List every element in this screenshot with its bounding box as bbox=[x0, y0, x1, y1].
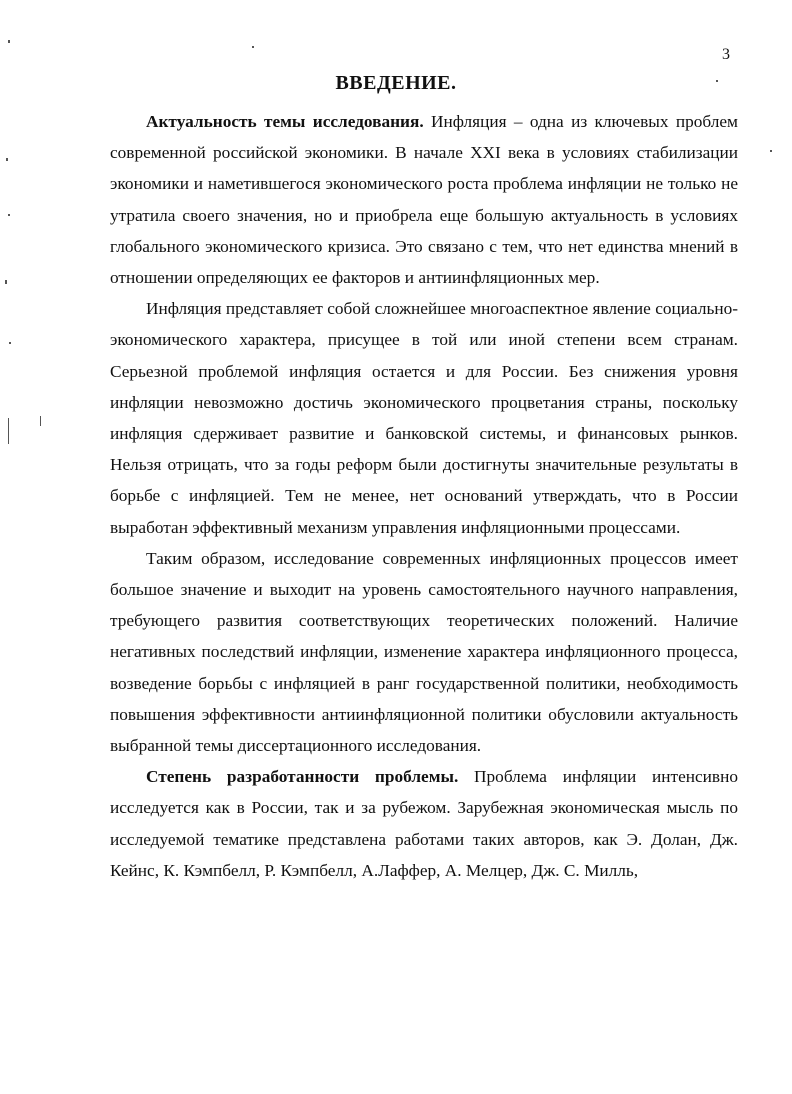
paragraph-text: Инфляция представляет собой сложнейшее многоаспектное явление социально-экономического характера, присущее в той или иной степени всем странам. Серьезной проблемой инфляция остается и для России. Без снижения уровня инфляции невозможно достичь экономического процветания страны, поскольку инфляция сдерживает развитие и банковской системы, и финансовых рынков. Нельзя отрицать, что за годы реформ были достигнуты значительные результаты в борьбе с инфляцией. Тем не менее, нет оснований утверждать, что в России выработан эффективный механизм управления инфляционными процессами. bbox=[110, 299, 738, 537]
body-text bbox=[110, 106, 738, 886]
page-title: ВВЕДЕНИЕ. bbox=[335, 72, 457, 94]
scan-speck bbox=[770, 150, 772, 152]
scan-speck bbox=[9, 342, 11, 344]
paragraph-text: Инфляция – одна из ключевых проблем современной российской экономики. В начале XXI века в условиях стабилизации экономики и наметившегося экономического роста проблема инфляции не только не утратила своего значения, но и приобрела еще большую актуальность в условиях глобального экономического кризиса. Это связано с тем, что нет единства мнений в отношении определяющих ее факторов и антиинфляционных мер. bbox=[110, 112, 738, 288]
scan-speck bbox=[8, 214, 10, 216]
paragraph-lead: Степень разработанности проблемы. bbox=[146, 767, 459, 787]
paragraph-text: Таким образом, исследование современных инфляционных процессов имеет большое значение и выходит на уровень самостоятельного научного направления, требующего развития соответствующих теоретических положений. Наличие негативных последствий инфляции, изменение характера инфляционного процесса, возведение борьбы с инфляцией в ранг государственной политики, необходимость повышения эффективности антиинфляционной политики обусловили актуальность выбранной темы диссертационного исследования. bbox=[110, 548, 738, 756]
page-number: 3 bbox=[722, 46, 730, 63]
paragraph-degree-of-study bbox=[110, 761, 738, 886]
scan-speck bbox=[40, 416, 41, 426]
scan-speck bbox=[8, 40, 10, 43]
paragraph-text: Проблема инфляции интенсивно исследуется как в России, так и за рубежом. Зарубежная экономическая мысль по исследуемой тематике представлена работами таких авторов, как Э. Долан, Дж. Кейнс, К. Кэмпбелл, Р. Кэмпбелл, А.Лаффер, А. Мелцер, Дж. С. Милль, bbox=[110, 767, 738, 880]
paragraph-relevance bbox=[110, 106, 738, 293]
scan-speck bbox=[6, 158, 8, 161]
scan-speck bbox=[5, 280, 7, 284]
paragraph-lead: Актуальность темы исследования. bbox=[146, 112, 424, 131]
paragraph-conclusion bbox=[110, 543, 738, 761]
paragraph-inflation bbox=[110, 293, 738, 543]
scan-speck bbox=[8, 418, 9, 444]
scan-speck bbox=[252, 46, 254, 48]
